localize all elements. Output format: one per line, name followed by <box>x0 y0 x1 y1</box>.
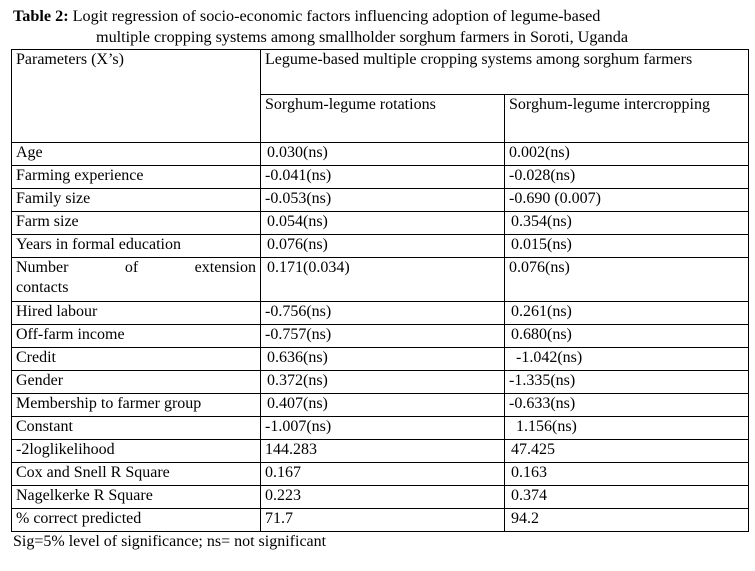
header-group-text: Legume-based multiple cropping systems among sorghum farmers <box>265 51 693 68</box>
table-row <box>12 302 749 325</box>
param-word: contacts <box>16 279 69 296</box>
rotation-value: -0.757(ns) <box>261 325 505 348</box>
param-cell: Farm size <box>12 212 261 235</box>
intercrop-value: 0.680(ns) <box>505 325 749 348</box>
rotation-value: 0.372(ns) <box>261 371 505 394</box>
rotation-value: 71.7 <box>261 509 505 532</box>
param-cell: % correct predicted <box>12 509 261 532</box>
intercrop-value: -1.335(ns) <box>505 371 749 394</box>
table-row <box>12 143 749 166</box>
table-row <box>12 486 749 509</box>
intercrop-value: 0.163 <box>505 463 749 486</box>
table-row <box>12 394 749 417</box>
rotation-value: 0.636(ns) <box>261 348 505 371</box>
table-row <box>12 463 749 486</box>
param-cell: -2loglikelihood <box>12 440 261 463</box>
intercrop-value: -0.028(ns) <box>505 166 749 189</box>
intercrop-value: 0.261(ns) <box>505 302 749 325</box>
param-cell <box>12 258 261 302</box>
intercrop-value: 0.002(ns) <box>505 143 749 166</box>
param-cell: Hired labour <box>12 302 261 325</box>
param-cell: Gender <box>12 371 261 394</box>
intercrop-value: -1.042(ns) <box>505 348 749 371</box>
param-cell: Age <box>12 143 261 166</box>
header-intercropping: Sorghum-legume intercropping <box>505 95 749 143</box>
intercrop-value: 0.015(ns) <box>505 235 749 258</box>
param-cell: Credit <box>12 348 261 371</box>
param-cell: Farming experience <box>12 166 261 189</box>
table-row <box>12 258 749 302</box>
param-cell: Membership to farmer group <box>12 394 261 417</box>
rotation-value: 0.167 <box>261 463 505 486</box>
rotation-value: -0.053(ns) <box>261 189 505 212</box>
param-cell: Constant <box>12 417 261 440</box>
header-group <box>261 50 749 95</box>
rotation-value: 144.283 <box>261 440 505 463</box>
caption-line-1: Logit regression of socio-economic factors influencing adoption of legume-based <box>72 7 601 25</box>
table-row <box>12 348 749 371</box>
rotation-value: 0.054(ns) <box>261 212 505 235</box>
table-caption <box>13 6 748 48</box>
table-row <box>12 325 749 348</box>
rotation-value: 0.407(ns) <box>261 394 505 417</box>
rotation-value: -1.007(ns) <box>261 417 505 440</box>
intercrop-value: -0.633(ns) <box>505 394 749 417</box>
rotation-value: 0.223 <box>261 486 505 509</box>
param-cell: Years in formal education <box>12 235 261 258</box>
rotation-value: -0.756(ns) <box>261 302 505 325</box>
param-cell: Cox and Snell R Square <box>12 463 261 486</box>
param-word: Number <box>16 259 69 276</box>
table-row <box>12 166 749 189</box>
intercrop-value: 47.425 <box>505 440 749 463</box>
header-rotations: Sorghum-legume rotations <box>261 95 505 143</box>
rotation-value: -0.041(ns) <box>261 166 505 189</box>
intercrop-value: 94.2 <box>505 509 749 532</box>
intercrop-value: 0.076(ns) <box>505 258 749 302</box>
param-cell: Family size <box>12 189 261 212</box>
intercrop-value: 0.354(ns) <box>505 212 749 235</box>
intercrop-value: 0.374 <box>505 486 749 509</box>
rotation-value: 0.030(ns) <box>261 143 505 166</box>
table-row <box>12 212 749 235</box>
caption-label: Table 2: <box>13 7 69 25</box>
table-footnote: Sig=5% level of significance; ns= not significant <box>13 533 327 550</box>
rotation-value: 0.171(0.034) <box>261 258 505 302</box>
table-row <box>12 371 749 394</box>
table-row <box>12 509 749 532</box>
caption-line-2: multiple cropping systems among smallholder sorghum farmers in Soroti, Uganda <box>96 28 629 46</box>
param-word: of <box>124 259 139 276</box>
header-parameters: Parameters (X’s) <box>12 50 261 143</box>
table-row <box>12 189 749 212</box>
table-row <box>12 440 749 463</box>
param-cell: Nagelkerke R Square <box>12 486 261 509</box>
rotation-value: 0.076(ns) <box>261 235 505 258</box>
intercrop-value: -0.690 (0.007) <box>505 189 749 212</box>
param-word: extension <box>194 259 256 276</box>
table-row <box>12 235 749 258</box>
intercrop-value: 1.156(ns) <box>505 417 749 440</box>
param-cell: Off-farm income <box>12 325 261 348</box>
regression-table <box>11 49 749 532</box>
table-row <box>12 417 749 440</box>
